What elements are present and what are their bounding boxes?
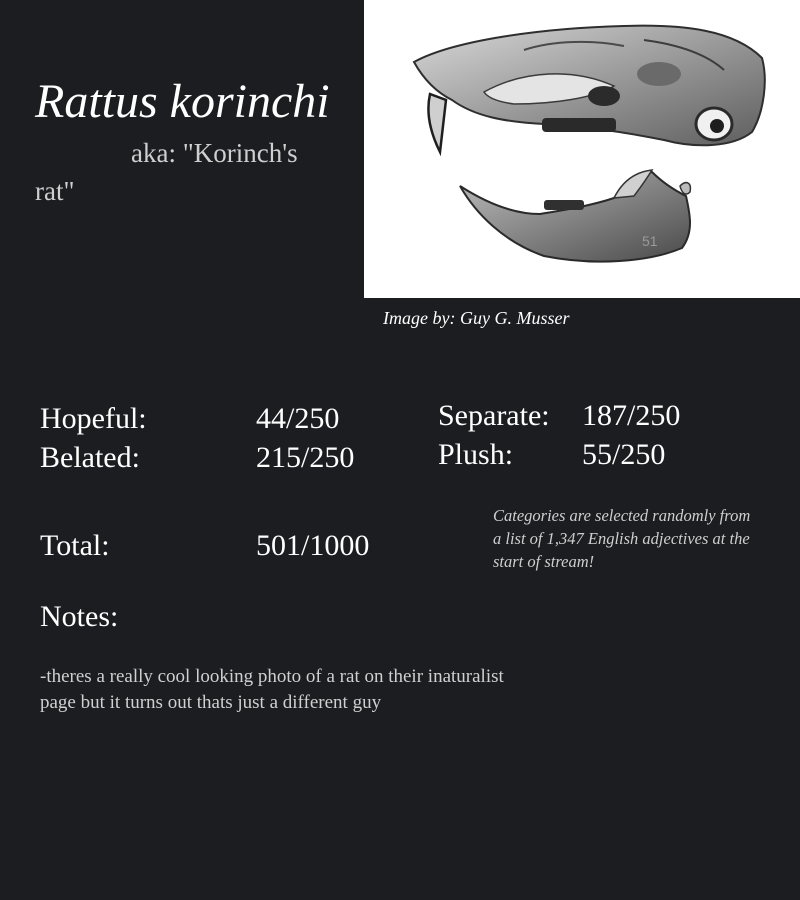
specimen-label: 51 [642, 233, 658, 249]
notes-body: -theres a really cool looking photo of a rat on their inaturalist page but it turns out thats just a different guy [40, 666, 504, 713]
image-credit: Image by: Guy G. Musser [383, 308, 570, 328]
separate-value: 187/250 [582, 399, 681, 432]
species-common-name: aka: "Korinch's rat" [35, 138, 298, 206]
plush-label: Plush: [438, 438, 514, 471]
separate-label: Separate: [438, 399, 550, 432]
belated-label: Belated: [40, 441, 140, 474]
skull-photo [364, 0, 800, 298]
notes-heading: Notes: [40, 600, 119, 633]
hopeful-value: 44/250 [256, 402, 340, 435]
total-value: 501/1000 [256, 529, 370, 562]
species-scientific-name: Rattus korinchi [35, 75, 330, 128]
plush-value: 55/250 [582, 438, 666, 471]
hopeful-label: Hopeful: [40, 402, 147, 435]
skull-illustration [364, 0, 800, 298]
total-label: Total: [40, 529, 110, 562]
belated-value: 215/250 [256, 441, 355, 474]
categories-note: Categories are selected randomly from a list of 1,347 English adjectives at the start of stream! [493, 506, 751, 571]
